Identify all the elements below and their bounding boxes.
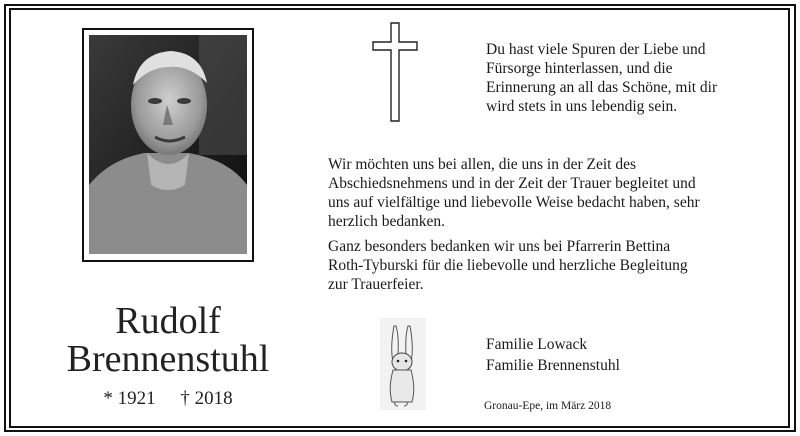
thanks-line: Ganz besonders bedanken wir uns bei Pfarrerin Bettina [328, 238, 671, 255]
deceased-first-name: Rudolf [115, 300, 221, 342]
thanks-line: Wir möchten uns bei allen, die uns in der Zeit des [328, 156, 637, 173]
portrait-image [89, 35, 247, 254]
family-signatures [486, 334, 620, 376]
verse-line: Du hast viele Spuren der Liebe und [486, 41, 706, 58]
verse-line: Fürsorge hinterlassen, und die [486, 60, 673, 77]
rabbit-drawing-icon [380, 318, 426, 410]
verse-line: wird stets in uns lebendig sein. [486, 98, 678, 115]
life-dates [30, 388, 306, 410]
thanks-line: uns auf vielfältige und liebevolle Weise bedacht haben, sehr [328, 194, 700, 211]
thanks-line: herzlich bedanken. [328, 213, 446, 230]
death-year: † 2018 [180, 388, 233, 409]
thanks-line: Roth-Tyburski für die liebevolle und herzliche Begleitung [328, 257, 688, 274]
thanks-line: zur Trauerfeier. [328, 276, 424, 293]
verse-line: Erinnerung an all das Schöne, mit dir [486, 79, 718, 96]
family-name: Familie Brennenstuhl [486, 357, 620, 374]
family-name: Familie Lowack [486, 336, 588, 353]
cross-icon [372, 22, 418, 122]
portrait-photo [89, 35, 247, 254]
place-date: Gronau-Epe, im März 2018 [484, 400, 612, 412]
memorial-verse [486, 40, 786, 116]
birth-year: * 1921 [103, 388, 156, 409]
deceased-last-name: Brennenstuhl [66, 338, 270, 380]
thanks-line: Abschiedsnehmens und in der Zeit der Trauer begleitet und [328, 175, 696, 192]
thank-you-text [328, 155, 788, 294]
